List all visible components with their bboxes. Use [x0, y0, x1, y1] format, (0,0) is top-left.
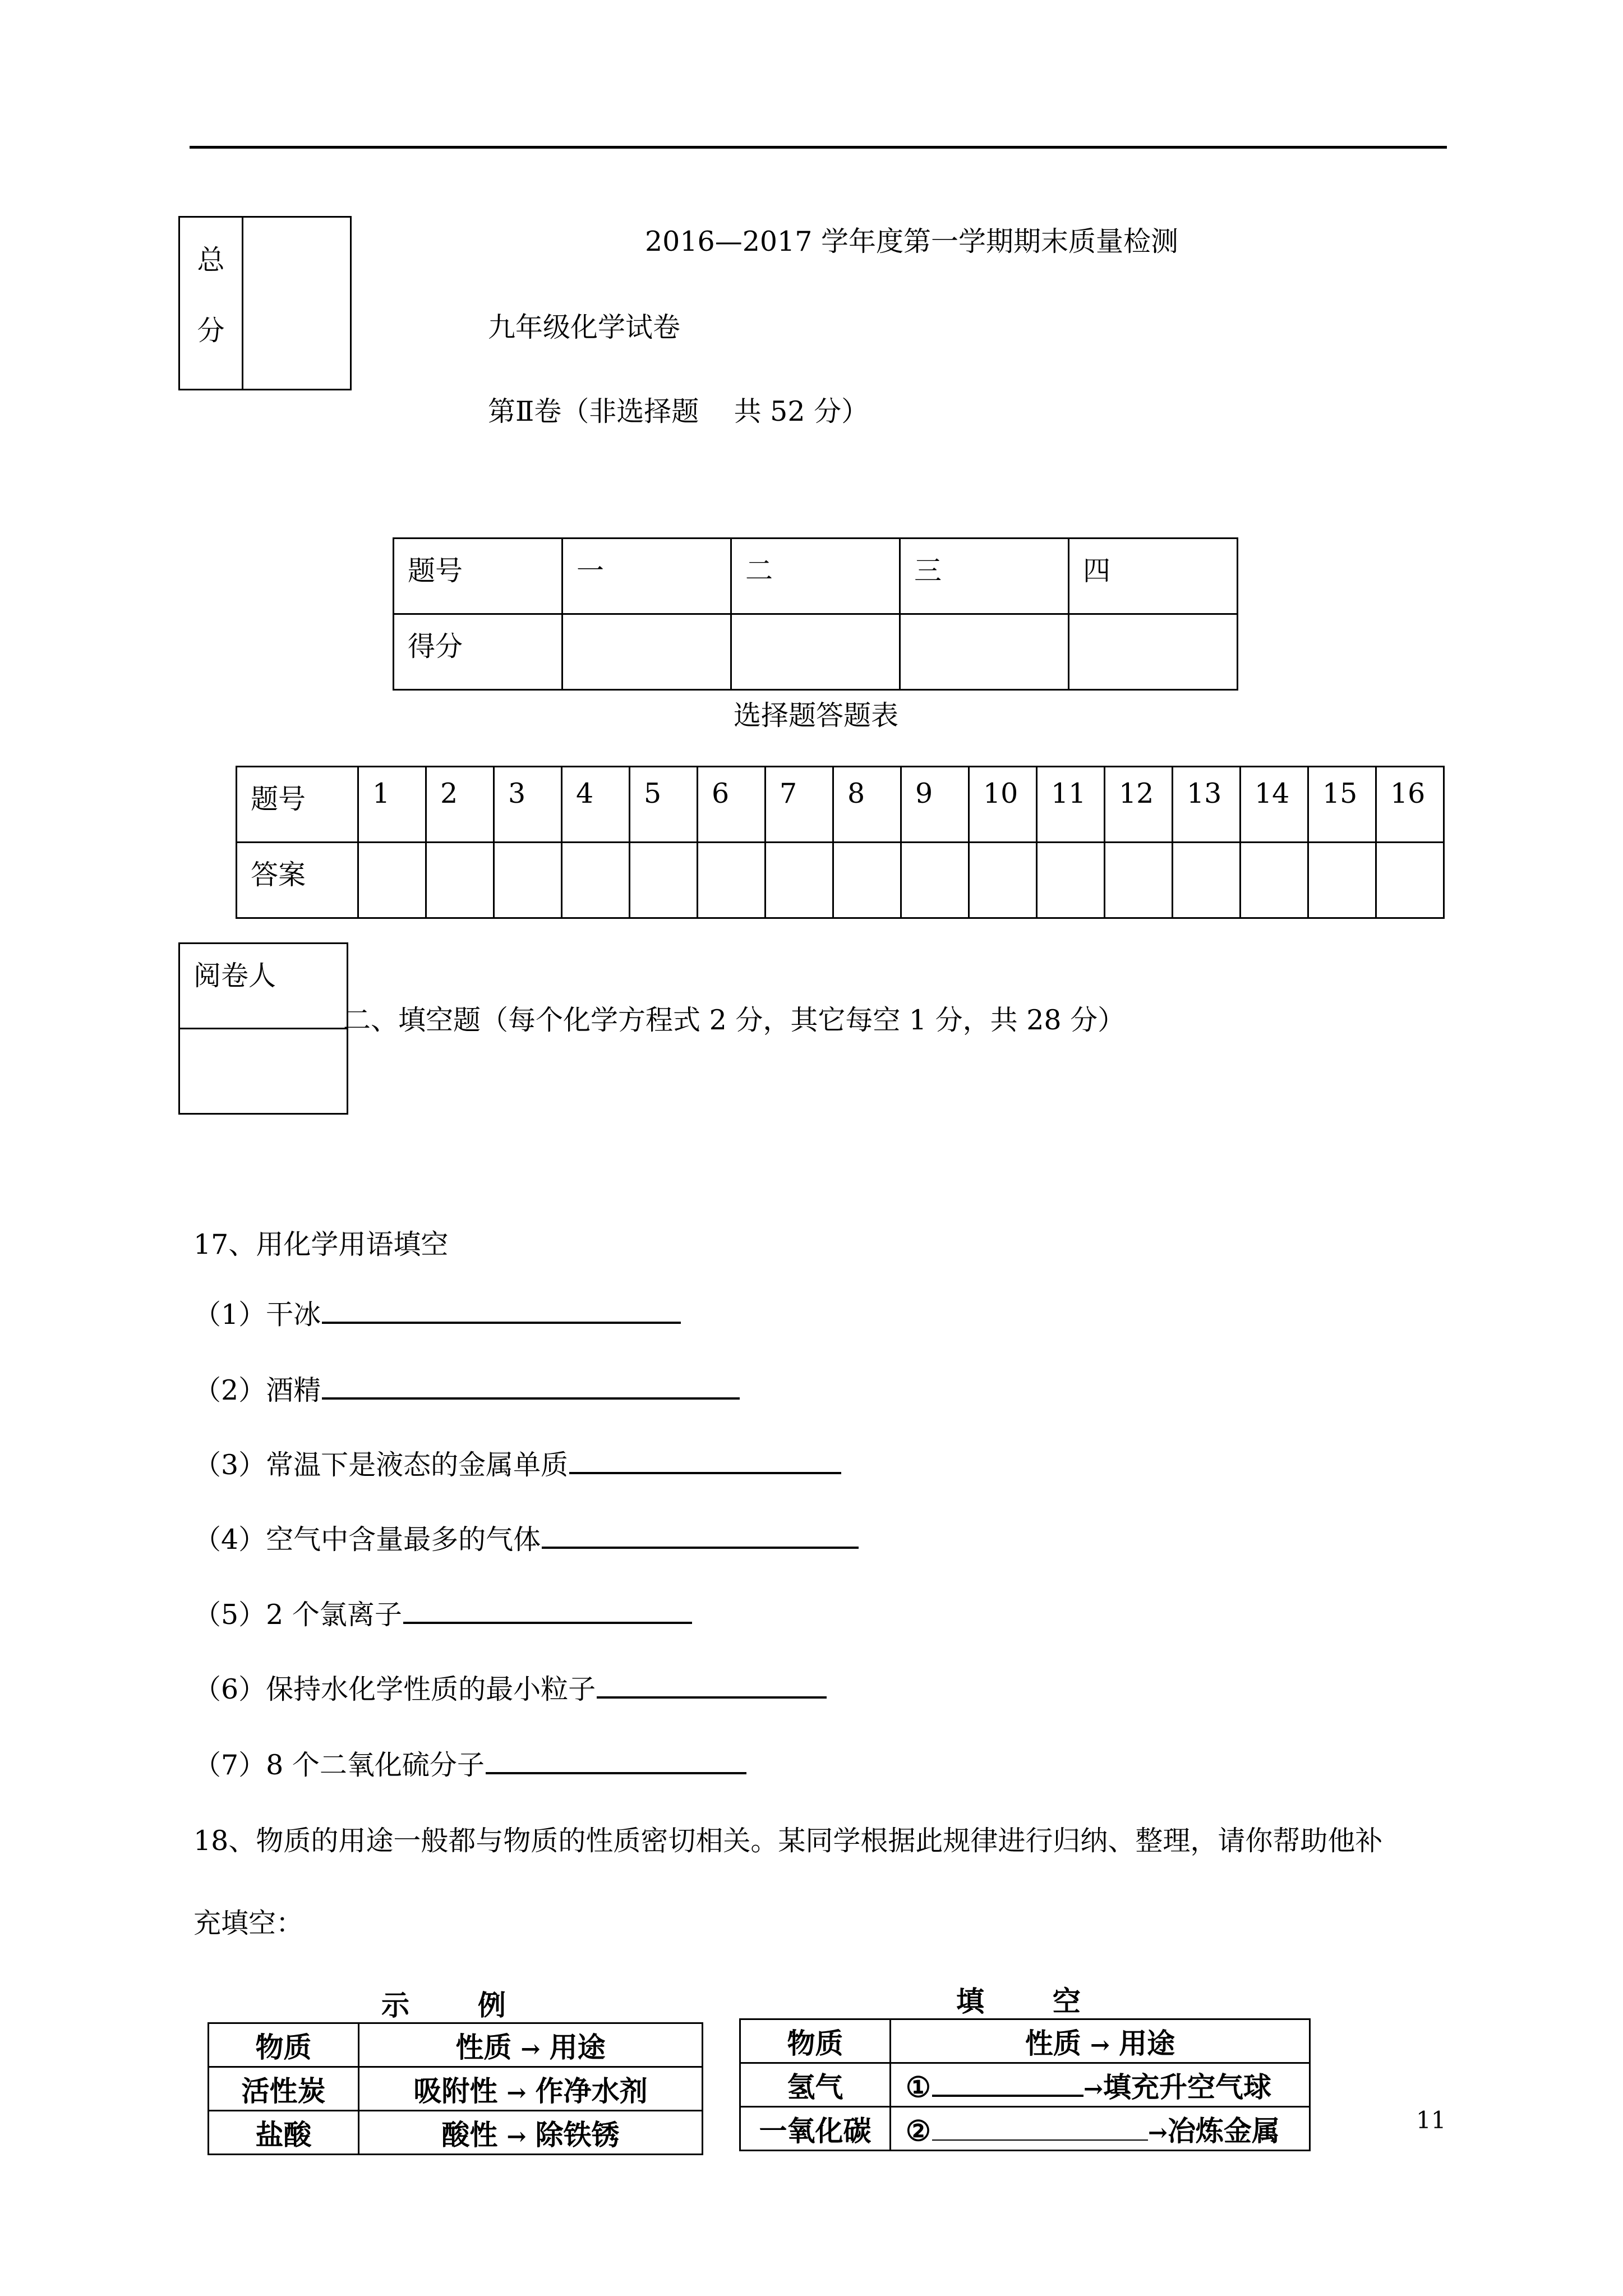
volume-title: 第Ⅱ卷（非选择题 共 52 分）: [488, 395, 869, 427]
total-label-1: 总: [197, 244, 225, 276]
fill-row1-mark: ①: [906, 2070, 931, 2104]
answer-number-15: 15: [1308, 767, 1376, 843]
fill-row1-blank[interactable]: [932, 2089, 1083, 2097]
answer-number-14: 14: [1241, 767, 1308, 843]
score-cell-4[interactable]: [1069, 614, 1238, 690]
grader-label: 阅卷人: [179, 944, 348, 1029]
fill-row2-blank[interactable]: [932, 2134, 1148, 2141]
answer-cell-6[interactable]: [698, 843, 766, 918]
answer-table-caption: 选择题答题表: [734, 700, 899, 731]
example-row1-prop-use: [359, 2067, 703, 2111]
answer-number-13: 13: [1173, 767, 1241, 843]
score-cell-1[interactable]: [562, 614, 731, 690]
example-header-prop: 性质: [455, 2030, 512, 2064]
answer-cell-7[interactable]: [766, 843, 833, 918]
q17-item: [193, 1593, 692, 1632]
arrow-icon: →: [1090, 2031, 1110, 2059]
answer-number-8: 8: [833, 767, 901, 843]
answer-cell-3[interactable]: [494, 843, 562, 918]
arrow-icon: →: [506, 2078, 527, 2106]
example-header-use: 用途: [549, 2030, 606, 2064]
q17-item-label: （7）8 个二氧化硫分子: [193, 1749, 485, 1781]
score-row-label-score: 得分: [394, 614, 562, 690]
q17-item-label: （3）常温下是液态的金属单质: [193, 1449, 569, 1481]
q17-answer-blank[interactable]: [542, 1541, 859, 1549]
answer-number-11: 11: [1037, 767, 1105, 843]
answer-row-label-number: 题号: [237, 767, 358, 843]
score-table: [393, 537, 1238, 691]
score-cell-3[interactable]: [900, 614, 1069, 690]
section2-heading: 二、填空题（每个化学方程式 2 分，其它每空 1 分，共 28 分）: [343, 1004, 1126, 1036]
answer-cell-14[interactable]: [1241, 843, 1308, 918]
answer-number-4: 4: [562, 767, 630, 843]
score-row-label-number: 题号: [394, 539, 562, 614]
answer-number-16: 16: [1376, 767, 1444, 843]
answer-cell-12[interactable]: [1105, 843, 1173, 918]
answer-cell-2[interactable]: [426, 843, 494, 918]
q17-item-label: （5）2 个氯离子: [193, 1599, 402, 1631]
answer-cell-16[interactable]: [1376, 843, 1444, 918]
grader-box: [178, 942, 348, 1115]
score-col-2: 二: [731, 539, 900, 614]
page-number: 11: [1416, 2106, 1446, 2134]
answer-cell-9[interactable]: [901, 843, 969, 918]
arrow-icon: →: [1083, 2074, 1104, 2102]
q18-line2: 充填空：: [193, 1907, 304, 1939]
fill-header-use: 用途: [1119, 2026, 1175, 2060]
q17-item-label: （1）干冰: [193, 1299, 321, 1331]
example-header-substance: 物质: [209, 2023, 359, 2067]
answer-number-9: 9: [901, 767, 969, 843]
q17-item: [193, 1518, 859, 1557]
example-row1-prop: 吸附性: [413, 2074, 498, 2108]
q17-item: [193, 1369, 740, 1408]
score-col-3: 三: [900, 539, 1069, 614]
example-row1-substance: 活性炭: [209, 2067, 359, 2111]
fill-header-substance: 物质: [740, 2019, 891, 2063]
answer-cell-8[interactable]: [833, 843, 901, 918]
fill-row1-use: 填充升空气球: [1103, 2070, 1272, 2104]
arrow-icon: →: [506, 2122, 527, 2150]
answer-cell-1[interactable]: [358, 843, 426, 918]
example-table: [208, 2022, 703, 2155]
grader-field[interactable]: [179, 1029, 348, 1114]
example-row2-prop: 酸性: [441, 2118, 498, 2151]
example-header-prop-use: [359, 2023, 703, 2067]
q17-answer-blank[interactable]: [322, 1392, 740, 1400]
total-label-cell: [179, 217, 243, 390]
total-score-box: [178, 216, 352, 390]
total-score-field[interactable]: [243, 217, 351, 390]
example-row1-use: 作净水剂: [535, 2074, 648, 2108]
answer-number-10: 10: [969, 767, 1037, 843]
example-caption: 示 例: [381, 1989, 506, 2022]
q18-line1: 18、物质的用途一般都与物质的性质密切相关。某同学根据此规律进行归纳、整理，请你帮助他补: [193, 1825, 1383, 1857]
q17-item: [193, 1743, 746, 1783]
answer-table: [236, 766, 1445, 919]
fill-table: [739, 2018, 1311, 2151]
exam-title: 2016—2017 学年度第一学期期末质量检测: [645, 226, 1178, 257]
fill-row2-use: 冶炼金属: [1168, 2114, 1280, 2147]
answer-number-7: 7: [766, 767, 833, 843]
fill-row2-substance: 一氧化碳: [740, 2107, 891, 2151]
example-row2-use: 除铁锈: [535, 2118, 620, 2151]
answer-cell-11[interactable]: [1037, 843, 1105, 918]
arrow-icon: →: [520, 2035, 541, 2063]
q17-answer-blank[interactable]: [597, 1691, 827, 1699]
fill-header-prop: 性质: [1025, 2026, 1081, 2060]
example-row2-substance: 盐酸: [209, 2111, 359, 2155]
score-cell-2[interactable]: [731, 614, 900, 690]
q17-answer-blank[interactable]: [569, 1466, 841, 1474]
example-row2-prop-use: [359, 2111, 703, 2155]
subject-title: 九年级化学试卷: [488, 311, 681, 343]
answer-number-5: 5: [630, 767, 698, 843]
answer-row-label-answer: 答案: [237, 843, 358, 918]
q17-item-label: （6）保持水化学性质的最小粒子: [193, 1673, 596, 1705]
answer-cell-4[interactable]: [562, 843, 630, 918]
header-rule: [190, 146, 1447, 149]
q17-item: [193, 1293, 681, 1332]
q17-item-label: （2）酒精: [193, 1374, 321, 1406]
answer-number-12: 12: [1105, 767, 1173, 843]
q17-title: 17、用化学用语填空: [193, 1228, 449, 1260]
q17-item: [193, 1668, 827, 1707]
answer-number-6: 6: [698, 767, 766, 843]
fill-row1-prop-use: [891, 2063, 1310, 2107]
arrow-icon: →: [1147, 2118, 1168, 2146]
fill-row1-substance: 氢气: [740, 2063, 891, 2107]
answer-number-1: 1: [358, 767, 426, 843]
q17-answer-blank[interactable]: [486, 1766, 746, 1774]
answer-cell-13[interactable]: [1173, 843, 1241, 918]
fill-row2-mark: ②: [906, 2114, 931, 2147]
q17-item-label: （4）空气中含量最多的气体: [193, 1524, 541, 1556]
score-col-4: 四: [1069, 539, 1238, 614]
fill-caption: 填 空: [956, 1985, 1081, 2018]
total-label-2: 分: [197, 315, 225, 347]
answer-cell-5[interactable]: [630, 843, 698, 918]
answer-number-2: 2: [426, 767, 494, 843]
q17-answer-blank[interactable]: [322, 1316, 681, 1324]
fill-row2-prop-use: [891, 2107, 1310, 2151]
fill-header-prop-use: [891, 2019, 1310, 2063]
answer-cell-10[interactable]: [969, 843, 1037, 918]
answer-number-3: 3: [494, 767, 562, 843]
q17-answer-blank[interactable]: [403, 1616, 692, 1624]
score-col-1: 一: [562, 539, 731, 614]
answer-cell-15[interactable]: [1308, 843, 1376, 918]
q17-item: [193, 1443, 841, 1483]
